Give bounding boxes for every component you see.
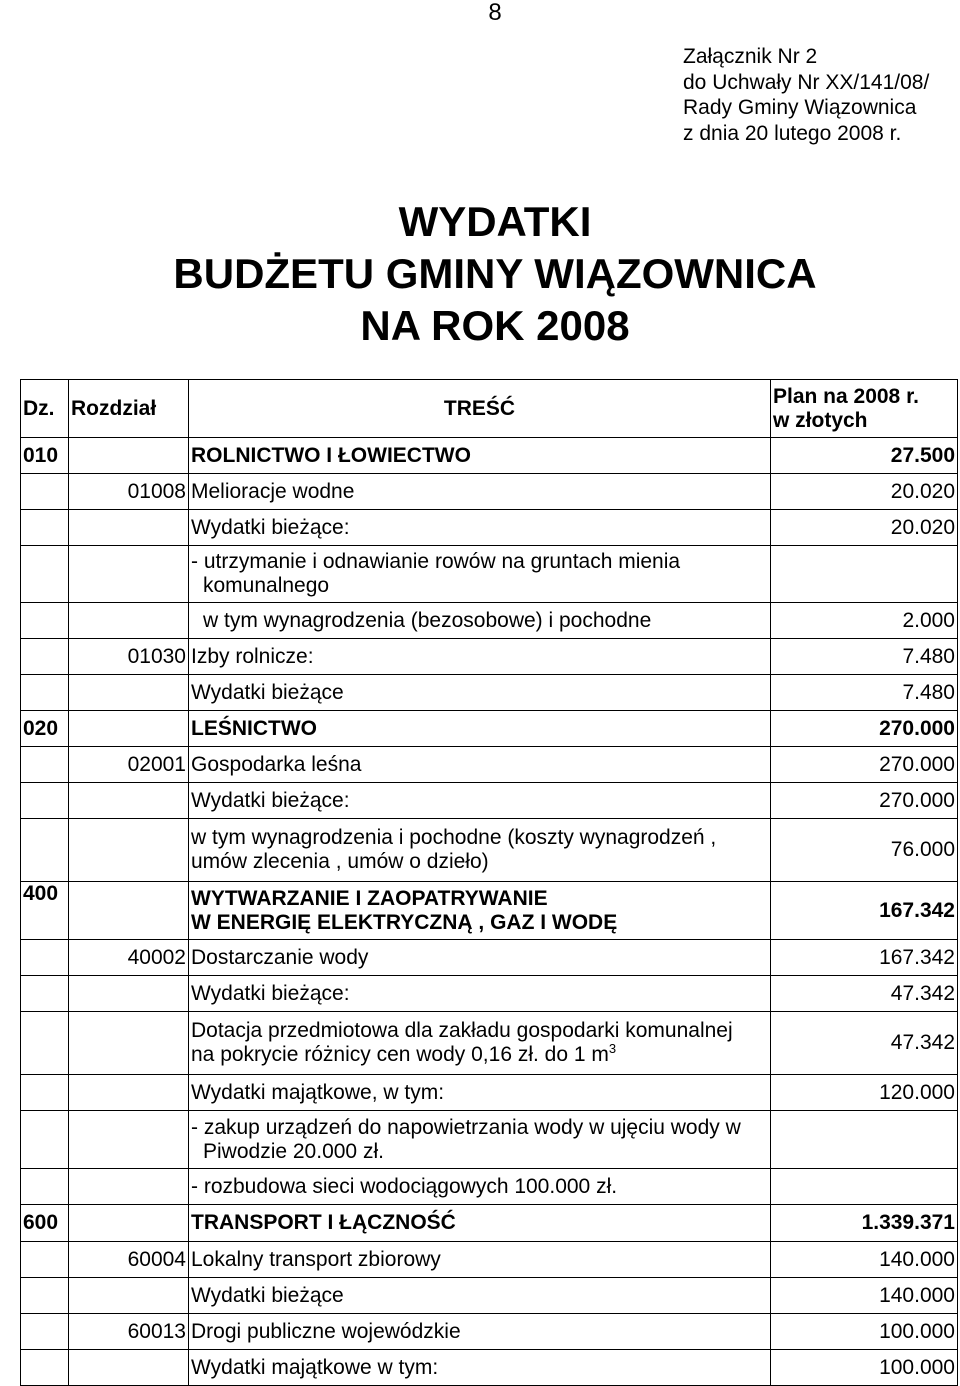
cell-amount: 7.480 (771, 675, 958, 711)
table-row (21, 940, 958, 976)
cell-rozdzial (69, 1205, 189, 1242)
cell-amount (771, 546, 958, 603)
cell-rozdzial (69, 1012, 189, 1075)
cell-description: Wydatki bieżące (189, 675, 771, 711)
description-line-1: - zakup urządzeń do napowietrzania wody w ujęciu wody w (191, 1115, 741, 1139)
cell-amount: 7.480 (771, 639, 958, 675)
cell-rozdzial (69, 1278, 189, 1314)
cell-rozdzial (69, 510, 189, 546)
table-row (21, 1314, 958, 1350)
cell-dz (21, 1075, 69, 1111)
cell-dz (21, 546, 69, 603)
table-row (21, 546, 958, 603)
cell-rozdzial: 60004 (69, 1242, 189, 1278)
cell-description: Dostarczanie wody (189, 940, 771, 976)
title-line-3: NA ROK 2008 (360, 302, 630, 349)
cell-amount (771, 1111, 958, 1169)
table-row (21, 1169, 958, 1205)
cell-dz (21, 1314, 69, 1350)
cell-dz: 020 (21, 711, 69, 747)
cell-description: ROLNICTWO I ŁOWIECTWO (189, 438, 771, 474)
cell-dz (21, 675, 69, 711)
cell-amount (771, 1169, 958, 1205)
cell-description (189, 882, 771, 940)
cell-amount: 167.342 (771, 940, 958, 976)
annex-reference (683, 44, 929, 146)
page-number: 8 (488, 0, 502, 26)
description-line-1: - utrzymanie i odnawianie rowów na gruntach mienia (191, 550, 681, 573)
cell-description: Lokalny transport zbiorowy (189, 1242, 771, 1278)
table-row (21, 976, 958, 1012)
description-line-2 (191, 1043, 768, 1067)
header-plan (771, 380, 958, 438)
cell-amount: 270.000 (771, 783, 958, 819)
cell-description (189, 546, 771, 603)
header-rozdzial: Rozdział (69, 380, 189, 438)
cell-dz (21, 1242, 69, 1278)
cell-amount: 20.020 (771, 510, 958, 546)
table-row (21, 1111, 958, 1169)
cell-dz (21, 639, 69, 675)
title-line-1: WYDATKI (398, 198, 592, 245)
cell-description: Izby rolnicze: (189, 639, 771, 675)
budget-table (20, 379, 958, 1386)
cell-rozdzial (69, 976, 189, 1012)
cell-rozdzial: 01008 (69, 474, 189, 510)
cell-description: Wydatki bieżące: (189, 510, 771, 546)
cell-rozdzial (69, 882, 189, 940)
table-row (21, 1075, 958, 1111)
table-row (21, 1205, 958, 1242)
header-tresc: TREŚĆ (189, 380, 771, 438)
document-title (0, 196, 960, 352)
table-row (21, 1278, 958, 1314)
cell-amount: 120.000 (771, 1075, 958, 1111)
cell-description: TRANSPORT I ŁĄCZNOŚĆ (189, 1205, 771, 1242)
cell-description (189, 819, 771, 882)
cell-dz (21, 510, 69, 546)
description-line-2: komunalnego (203, 574, 330, 597)
cell-description: Drogi publiczne wojewódzkie (189, 1314, 771, 1350)
cell-amount: 47.342 (771, 976, 958, 1012)
table-header-row (21, 380, 958, 438)
description-line-1: w tym wynagrodzenia i pochodne (koszty wynagrodzeń , (191, 826, 717, 849)
table-row (21, 510, 958, 546)
cell-amount: 100.000 (771, 1350, 958, 1386)
cell-description (189, 1012, 771, 1075)
cell-dz (21, 474, 69, 510)
cell-rozdzial: 01030 (69, 639, 189, 675)
cell-description: Wydatki majątkowe, w tym: (189, 1075, 771, 1111)
cell-rozdzial (69, 783, 189, 819)
superscript: 3 (608, 1041, 617, 1056)
table-row (21, 1012, 958, 1075)
cell-amount: 2.000 (771, 603, 958, 639)
header-dz: Dz. (21, 380, 69, 438)
title-line-2: BUDŻETU GMINY WIĄZOWNICA (173, 250, 817, 297)
cell-rozdzial (69, 675, 189, 711)
cell-description (189, 1111, 771, 1169)
description-line-2: Piwodzie 20.000 zł. (203, 1139, 384, 1163)
cell-rozdzial: 02001 (69, 747, 189, 783)
table-row (21, 747, 958, 783)
cell-amount: 167.342 (771, 882, 958, 940)
cell-dz (21, 1278, 69, 1314)
cell-amount: 140.000 (771, 1242, 958, 1278)
cell-description: Wydatki bieżące: (189, 783, 771, 819)
cell-rozdzial (69, 711, 189, 747)
table-row (21, 882, 958, 940)
cell-rozdzial (69, 1075, 189, 1111)
cell-rozdzial (69, 1350, 189, 1386)
cell-rozdzial (69, 1169, 189, 1205)
cell-amount: 76.000 (771, 819, 958, 882)
cell-amount: 27.500 (771, 438, 958, 474)
table-row (21, 711, 958, 747)
cell-dz (21, 1012, 69, 1075)
cell-dz (21, 783, 69, 819)
description-line-2: umów zlecenia , umów o dzieło) (191, 850, 489, 873)
cell-description: Melioracje wodne (189, 474, 771, 510)
cell-amount: 100.000 (771, 1314, 958, 1350)
table-row (21, 474, 958, 510)
annex-line-1: Załącznik Nr 2 (683, 45, 818, 68)
cell-amount: 1.339.371 (771, 1205, 958, 1242)
description-text: w tym wynagrodzenia (bezosobowe) i pochodne (203, 608, 652, 632)
cell-rozdzial (69, 1111, 189, 1169)
table-row (21, 603, 958, 639)
cell-amount: 270.000 (771, 747, 958, 783)
cell-dz: 600 (21, 1205, 69, 1242)
cell-rozdzial (69, 546, 189, 603)
cell-description: Gospodarka leśna (189, 747, 771, 783)
table-row (21, 1350, 958, 1386)
description-line-1: Dotacja przedmiotowa dla zakładu gospodarki komunalnej (191, 1019, 733, 1042)
cell-amount: 140.000 (771, 1278, 958, 1314)
cell-dz (21, 1169, 69, 1205)
cell-dz (21, 603, 69, 639)
cell-dz (21, 1350, 69, 1386)
table-row (21, 438, 958, 474)
table-row (21, 783, 958, 819)
table-row (21, 1242, 958, 1278)
cell-amount: 270.000 (771, 711, 958, 747)
cell-description: Wydatki bieżące (189, 1278, 771, 1314)
header-plan-line-2: w złotych (773, 408, 868, 432)
annex-line-4: z dnia 20 lutego 2008 r. (683, 121, 902, 145)
annex-line-3: Rady Gminy Wiązownica (683, 96, 917, 119)
cell-description: - rozbudowa sieci wodociągowych 100.000 zł. (189, 1169, 771, 1205)
description-line-2: W ENERGIĘ ELEKTRYCZNĄ , GAZ I WODĘ (191, 910, 618, 934)
cell-dz (21, 1111, 69, 1169)
cell-rozdzial: 40002 (69, 940, 189, 976)
cell-dz (21, 819, 69, 882)
cell-description (189, 603, 771, 639)
cell-rozdzial (69, 819, 189, 882)
cell-description: LEŚNICTWO (189, 711, 771, 747)
annex-line-2: do Uchwały Nr XX/141/08/ (683, 70, 930, 94)
table-row (21, 639, 958, 675)
header-plan-line-1: Plan na 2008 r. (773, 384, 919, 408)
cell-dz (21, 747, 69, 783)
cell-dz: 010 (21, 438, 69, 474)
cell-dz: 400 (21, 882, 69, 940)
description-line-1: WYTWARZANIE I ZAOPATRYWANIE (191, 886, 548, 910)
cell-description: Wydatki majątkowe w tym: (189, 1350, 771, 1386)
cell-description: Wydatki bieżące: (189, 976, 771, 1012)
cell-dz (21, 976, 69, 1012)
table-row (21, 675, 958, 711)
description-text: na pokrycie różnicy cen wody 0,16 zł. do 1 m (191, 1043, 609, 1066)
cell-dz (21, 940, 69, 976)
table-row (21, 819, 958, 882)
cell-amount: 20.020 (771, 474, 958, 510)
cell-rozdzial (69, 438, 189, 474)
cell-rozdzial (69, 603, 189, 639)
cell-rozdzial: 60013 (69, 1314, 189, 1350)
cell-amount: 47.342 (771, 1012, 958, 1075)
